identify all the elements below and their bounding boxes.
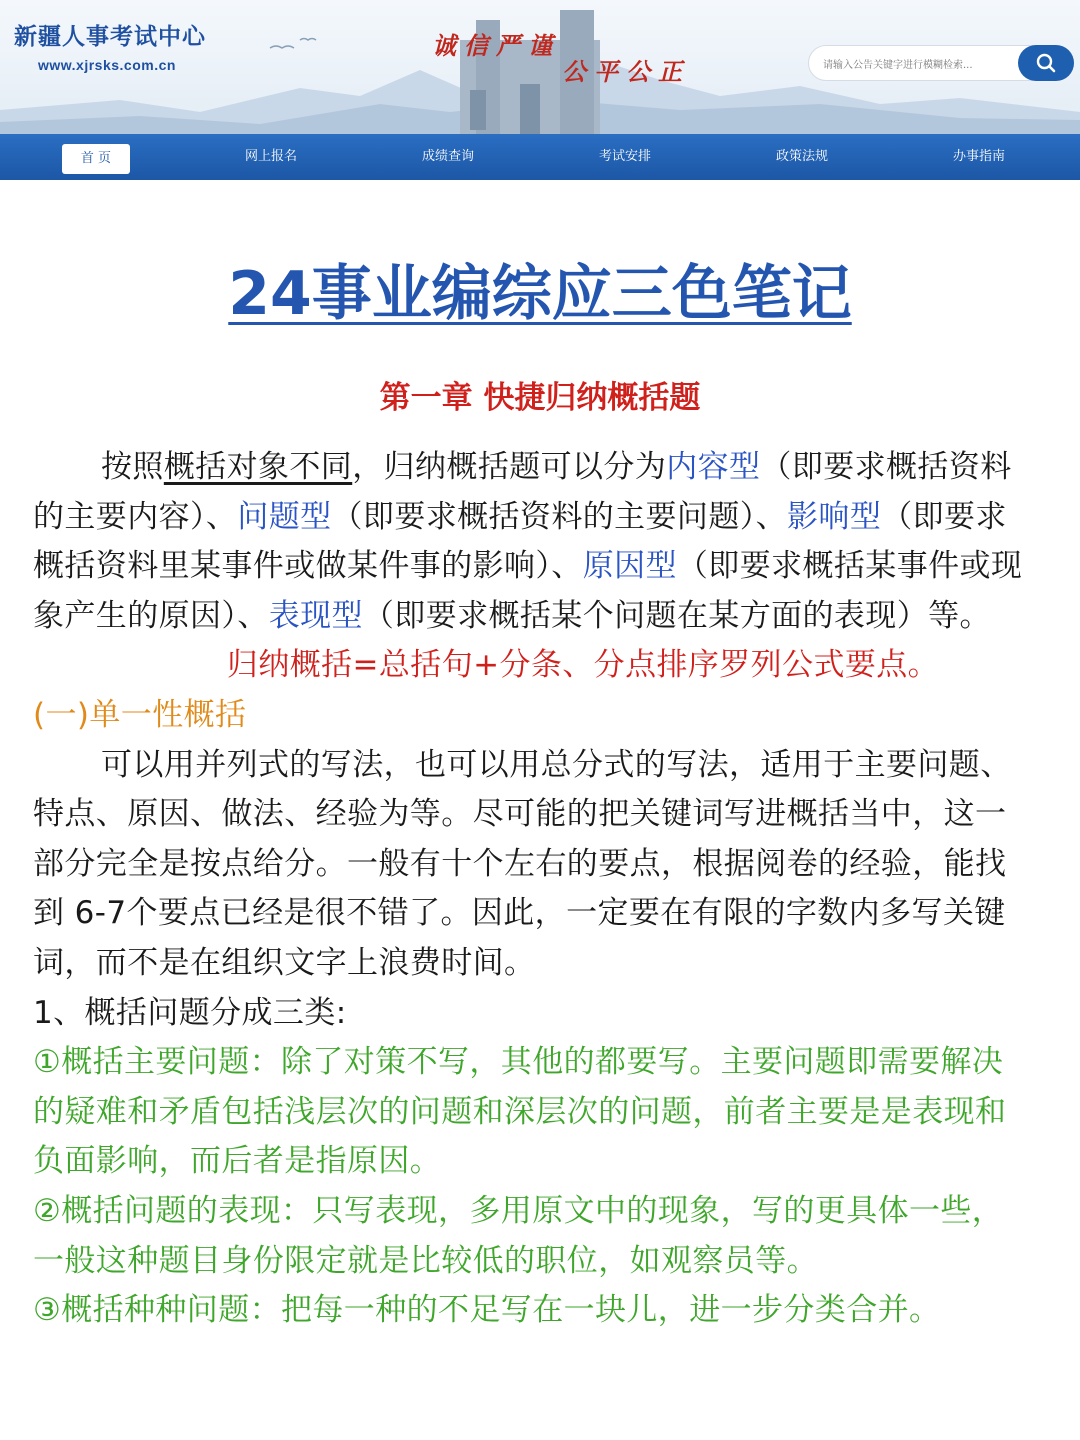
- keyword-content-type: 内容型: [666, 449, 761, 485]
- search-placeholder: 请输入公告关键字进行模糊检索...: [823, 60, 973, 71]
- keyword-impact-type: 影响型: [787, 498, 882, 535]
- logo-title: 新疆人事考试中心: [14, 24, 206, 50]
- list-item-3: ③概括种种问题：把每一种的不足写在一块儿，进一步分类合并。: [33, 1292, 941, 1329]
- article-body: [33, 443, 1033, 1336]
- document-title: 24事业编综应三色笔记: [228, 259, 852, 329]
- search-input[interactable]: [808, 45, 1074, 81]
- section-heading: (一)单一性概括: [33, 696, 247, 733]
- list-item-1: ①概括主要问题：除了对策不写，其他的都要写。主要问题即需要解决的疑难和矛盾包括浅层次的问题和深层次的问题，前者主要是是表现和负面影响，而后者是指原因。: [33, 1044, 1007, 1180]
- slogan-line-2: 公平公正: [562, 57, 690, 86]
- intro-text: （即要求概括资料的主要问题）、: [331, 498, 788, 535]
- logo-url: www.xjrsks.com.cn: [38, 57, 176, 73]
- nav-item-policy[interactable]: 政策法规: [776, 149, 829, 164]
- nav-item-exam-schedule[interactable]: 考试安排: [599, 149, 652, 164]
- intro-text: （即要求概括某个问题在某方面的表现）等。: [362, 597, 991, 634]
- nav-item-guide[interactable]: 办事指南: [953, 149, 1006, 164]
- main-nav: [0, 134, 1080, 180]
- intro-text: （即要求概括某事件或现象产生的原因）、: [33, 548, 1023, 634]
- site-header: [0, 0, 1080, 134]
- nav-item-score-query[interactable]: 成绩查询: [422, 149, 475, 164]
- intro-text: （即要求概括资料的主要内容）、: [33, 449, 1012, 535]
- nav-item-home[interactable]: 首 页: [62, 144, 130, 174]
- intro-paragraph: [33, 443, 1033, 641]
- formula-line: 归纳概括=总括句+分条、分点排序罗列公式要点。: [226, 647, 940, 684]
- intro-text: ，归纳概括题可以分为: [352, 449, 667, 485]
- slogan-line-1: 诚信严谨: [432, 31, 560, 60]
- intro-text: （即要求概括资料里某事件或做某件事的影响）、: [33, 498, 1007, 585]
- intro-text: 按照: [101, 449, 164, 485]
- search-button[interactable]: [1018, 45, 1074, 81]
- keyword-manifestation-type: 表现型: [268, 597, 363, 634]
- search-icon: [1035, 52, 1057, 74]
- section-paragraph: 可以用并列式的写法，也可以用总分式的写法，适用于主要问题、特点、原因、做法、经验为等。尽可能的把关键词写进概括当中，这一部分完全是按点给分。一般有十个左右的要点，根据阅卷的经验，能找到 6-7个要点已经是很不错了。因此，一定要在有限的字数内多写关键词，而不是在组织文字上浪费时间。: [33, 746, 1012, 981]
- keyword-problem-type: 问题型: [237, 498, 332, 535]
- site-logo[interactable]: [14, 18, 206, 73]
- list-item-2: ②概括问题的表现：只写表现，多用原文中的现象，写的更具体一些，一般这种题目身份限定就是比较低的职位，如观察员等。: [33, 1192, 1004, 1279]
- keyword-cause-type: 原因型: [582, 548, 677, 585]
- nav-item-online-registration[interactable]: 网上报名: [245, 149, 298, 164]
- chapter-title: 第一章 快捷归纳概括题: [379, 380, 701, 416]
- list-heading: 1、概括问题分成三类:: [33, 994, 347, 1031]
- intro-underlined-text: 概括对象不同: [163, 449, 353, 485]
